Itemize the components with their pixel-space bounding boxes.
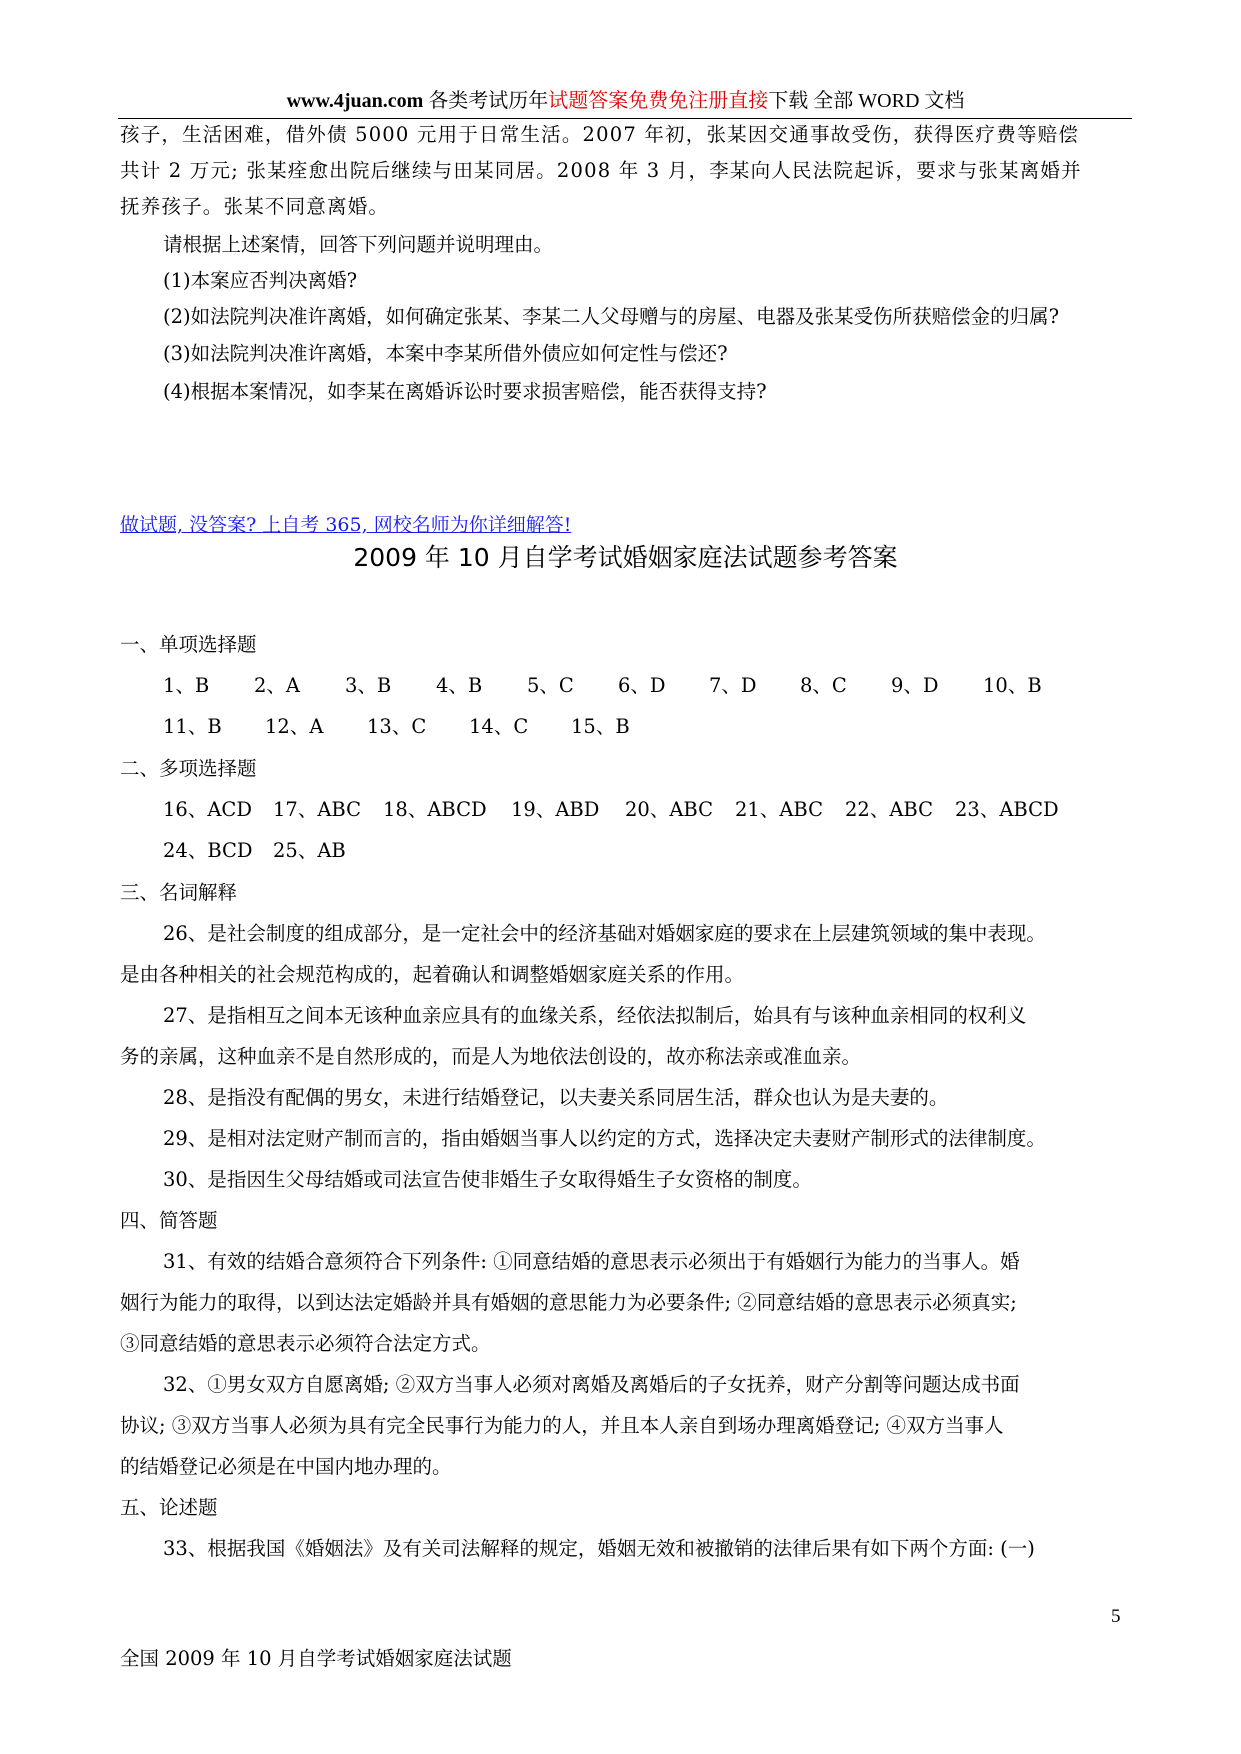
section-terms: 三、名词解释 bbox=[120, 881, 238, 904]
section-multi-choice: 二、多项选择题 bbox=[120, 757, 257, 780]
answer-item: 19、ABD bbox=[511, 798, 600, 821]
answer-title: 2009 年 10 月自学考试婚姻家庭法试题参考答案 bbox=[353, 543, 898, 572]
page-footer: 全国 2009 年 10 月自学考试婚姻家庭法试题 bbox=[120, 1647, 512, 1670]
answer-32-line-3: 的结婚登记必须是在中国内地办理的。 bbox=[120, 1455, 452, 1478]
header-text-1: 各类考试历年 bbox=[423, 90, 549, 112]
case-line-2: 共计 2 万元; 张某痊愈出院后继续与田某同居。2008 年 3 月，李某向人民法院起诉，要求与张某离婚并 bbox=[120, 159, 1082, 182]
answer-item: 20、ABC bbox=[625, 798, 714, 821]
answer-item: 16、ACD bbox=[163, 798, 252, 821]
answer-item: 3、B bbox=[345, 674, 392, 697]
question-3: (3)如法院判决准许离婚，本案中李某所借外债应如何定性与偿还? bbox=[163, 342, 728, 365]
term-27-line-1: 27、是指相互之间本无该种血亲应具有的血缘关系，经依法拟制后，始具有与该种血亲相同的权利义 bbox=[163, 1004, 1027, 1027]
section-short-answer: 四、简答题 bbox=[120, 1209, 218, 1232]
section-essay: 五、论述题 bbox=[120, 1496, 218, 1519]
answer-31-line-3: ③同意结婚的意思表示必须符合法定方式。 bbox=[120, 1332, 491, 1355]
ad-link[interactable]: 做试题, 没答案? 上自考 365, 网校名师为你详细解答! bbox=[120, 514, 572, 536]
answer-item: 9、D bbox=[891, 674, 939, 697]
term-26-line-2: 是由各种相关的社会规范构成的，起着确认和调整婚姻家庭关系的作用。 bbox=[120, 963, 745, 986]
answer-item: 12、A bbox=[265, 715, 324, 738]
question-1: (1)本案应否判决离婚? bbox=[163, 269, 358, 292]
page-header bbox=[120, 88, 1131, 114]
answer-31-line-1: 31、有效的结婚合意须符合下列条件: ①同意结婚的意思表示必须出于有婚姻行为能力的当事人。婚 bbox=[163, 1250, 1020, 1273]
term-30: 30、是指因生父母结婚或司法宣告使非婚生子女取得婚生子女资格的制度。 bbox=[163, 1168, 812, 1191]
header-divider bbox=[118, 118, 1132, 119]
section-single-choice: 一、单项选择题 bbox=[120, 633, 257, 656]
single-choice-row-1 bbox=[163, 673, 1123, 699]
answer-item: 23、ABCD bbox=[955, 798, 1059, 821]
case-prompt: 请根据上述案情，回答下列问题并说明理由。 bbox=[163, 233, 554, 256]
header-text-2: 下载 全部 WORD 文档 bbox=[768, 90, 965, 112]
question-2: (2)如法院判决准许离婚，如何确定张某、李某二人父母赠与的房屋、电器及张某受伤所获赔偿金的归属? bbox=[163, 305, 1060, 328]
page-number: 5 bbox=[1111, 1606, 1121, 1627]
answer-item: 11、B bbox=[163, 715, 222, 738]
answer-item: 2、A bbox=[254, 674, 300, 697]
answer-item: 25、AB bbox=[273, 839, 346, 862]
term-26-line-1: 26、是社会制度的组成部分，是一定社会中的经济基础对婚姻家庭的要求在上层建筑领域的集中表现。 bbox=[163, 922, 1046, 945]
multi-choice-row-2 bbox=[163, 838, 1123, 864]
answer-item: 8、C bbox=[800, 674, 847, 697]
term-28: 28、是指没有配偶的男女，未进行结婚登记，以夫妻关系同居生活，群众也认为是夫妻的。 bbox=[163, 1086, 949, 1109]
answer-item: 6、D bbox=[618, 674, 666, 697]
answer-item: 24、BCD bbox=[163, 839, 253, 862]
header-site[interactable]: www.4juan.com bbox=[286, 90, 424, 112]
term-27-line-2: 务的亲属，这种血亲不是自然形成的，而是人为地依法创设的，故亦称法亲或准血亲。 bbox=[120, 1045, 862, 1068]
answer-item: 14、C bbox=[469, 715, 529, 738]
answer-item: 17、ABC bbox=[273, 798, 362, 821]
answer-item: 22、ABC bbox=[845, 798, 934, 821]
case-line-1: 孩子，生活困难，借外债 5000 元用于日常生活。2007 年初，张某因交通事故受伤，获得医疗费等赔偿 bbox=[120, 123, 1080, 146]
answer-item: 7、D bbox=[709, 674, 757, 697]
header-text-red: 试题答案免费免注册直接 bbox=[548, 90, 769, 112]
answer-33-line-1: 33、根据我国《婚姻法》及有关司法解释的规定，婚姻无效和被撤销的法律后果有如下两个方面: (一) bbox=[163, 1537, 1035, 1560]
term-29: 29、是相对法定财产制而言的，指由婚姻当事人以约定的方式，选择决定夫妻财产制形式的法律制度。 bbox=[163, 1127, 1046, 1150]
answer-item: 5、C bbox=[527, 674, 574, 697]
answer-item: 15、B bbox=[571, 715, 630, 738]
answer-32-line-1: 32、①男女双方自愿离婚; ②双方当事人必须对离婚及离婚后的子女抚养，财产分割等问题达成书面 bbox=[163, 1373, 1020, 1396]
multi-choice-row-1 bbox=[163, 797, 1123, 823]
answer-31-line-2: 姻行为能力的取得，以到达法定婚龄并具有婚姻的意思能力为必要条件; ②同意结婚的意思表示必须真实; bbox=[120, 1291, 1017, 1314]
answer-item: 1、B bbox=[163, 674, 210, 697]
answer-item: 21、ABC bbox=[735, 798, 824, 821]
single-choice-row-2 bbox=[163, 714, 1123, 740]
answer-item: 4、B bbox=[436, 674, 483, 697]
answer-item: 10、B bbox=[983, 674, 1042, 697]
answer-32-line-2: 协议; ③双方当事人必须为具有完全民事行为能力的人，并且本人亲自到场办理离婚登记; ④双方当事人 bbox=[120, 1414, 1004, 1437]
case-line-3: 抚养孩子。张某不同意离婚。 bbox=[120, 195, 390, 218]
answer-item: 13、C bbox=[367, 715, 427, 738]
answer-item: 18、ABCD bbox=[383, 798, 487, 821]
question-4: (4)根据本案情况，如李某在离婚诉讼时要求损害赔偿，能否获得支持? bbox=[163, 380, 767, 403]
